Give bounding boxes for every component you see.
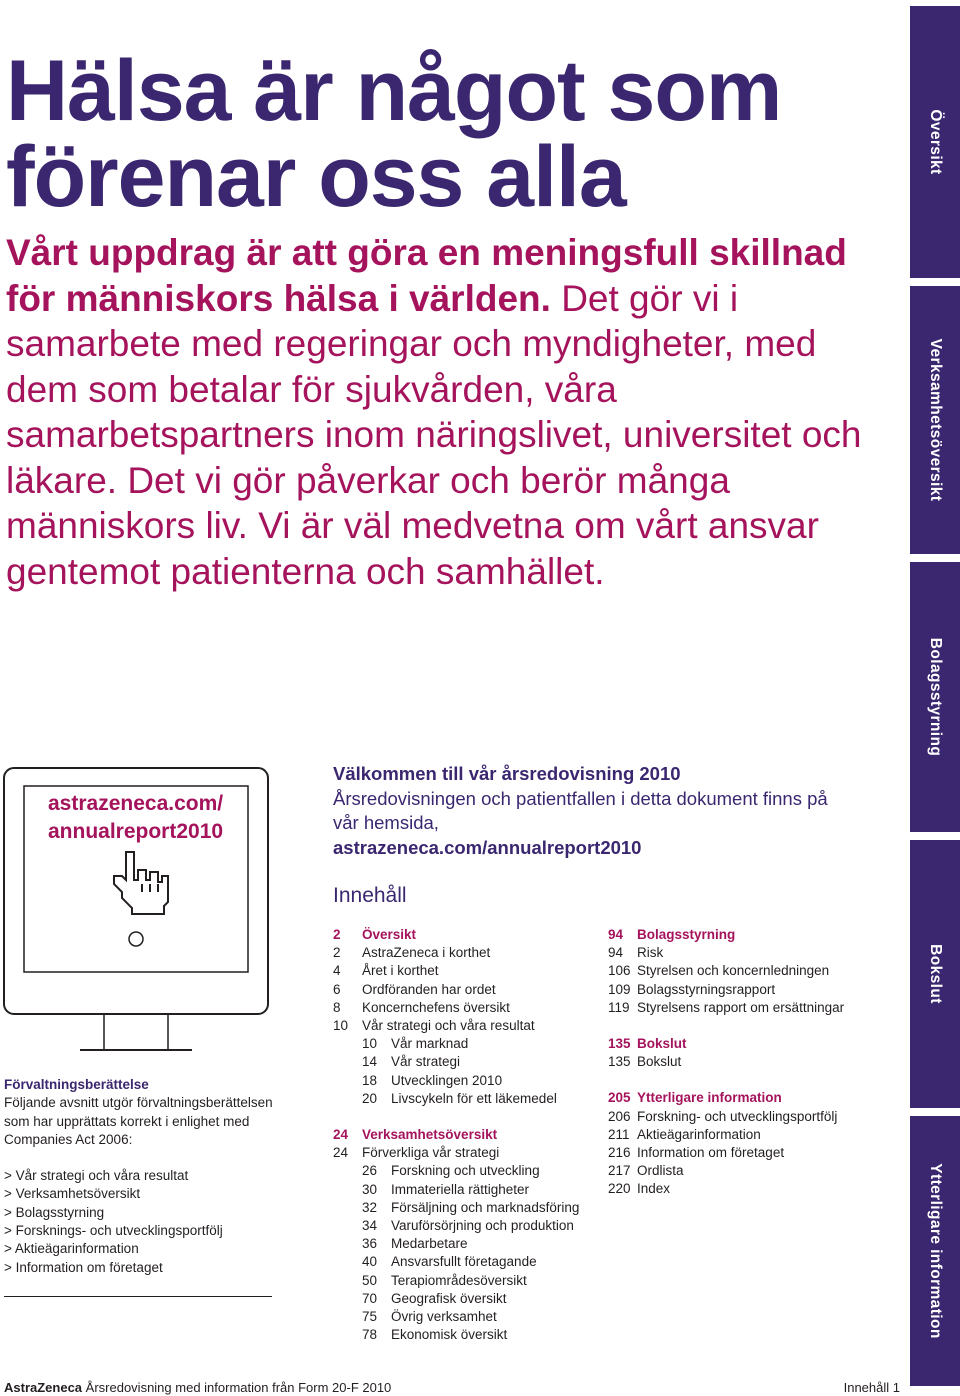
toc-label: Immateriella rättigheter [391, 1181, 530, 1197]
toc-entry[interactable] [333, 1290, 579, 1308]
toc-label: Året i korthet [362, 963, 439, 979]
toc-page-number: 135 [608, 1036, 631, 1052]
toc-label: Ansvarsfullt företagande [391, 1254, 537, 1270]
toc-spacer [608, 1071, 844, 1089]
toc-page-number: 75 [362, 1309, 378, 1325]
toc-page-number: 217 [608, 1163, 631, 1179]
toc-page-number: 24 [333, 1127, 349, 1143]
toc-label: Styrelsens rapport om ersättningar [637, 999, 845, 1015]
toc-page-number: 216 [608, 1145, 631, 1161]
toc-section-heading[interactable] [608, 926, 844, 944]
toc-entry[interactable] [333, 1326, 579, 1344]
toc-entry[interactable] [333, 1017, 579, 1035]
toc-label: Koncernchefens översikt [362, 999, 510, 1015]
welcome-text: Årsredovisningen och patientfallen i detta dokument finns på vår hemsida, [333, 787, 828, 833]
toc-page-number: 109 [608, 981, 631, 997]
toc-entry[interactable] [608, 962, 844, 980]
toc-page-number: 119 [608, 999, 630, 1015]
toc-column-1 [333, 926, 579, 1344]
toc-page-number: 36 [362, 1236, 378, 1252]
tab-verksamhetsoversikt[interactable] [910, 286, 960, 554]
welcome-title: Välkommen till vår årsredovisning 2010 [333, 763, 681, 784]
page-title [6, 43, 886, 225]
toc-page-number: 70 [362, 1290, 378, 1306]
toc-label: Utvecklingen 2010 [391, 1072, 503, 1088]
welcome-url[interactable]: astrazeneca.com/annualreport2010 [333, 836, 642, 858]
monitor-url-line-1[interactable]: astrazeneca.com/ [48, 792, 224, 815]
toc-label: Styrelsen och koncernledningen [637, 963, 830, 979]
toc-page-number: 10 [362, 1036, 378, 1052]
toc-entry[interactable] [333, 1053, 579, 1071]
tab-label: Bolagsstyrning [927, 637, 944, 757]
toc-label: Risk [637, 945, 664, 961]
footer-text: Årsredovisning med information från Form 20-F 2010 [82, 1380, 392, 1395]
toc-page-number: 211 [608, 1126, 630, 1142]
toc-page-number: 6 [333, 981, 341, 997]
forvaltning-link[interactable]: > Bolagsstyrning [4, 1204, 105, 1220]
toc-label: Varuförsörjning och produktion [391, 1218, 574, 1234]
toc-label: Ytterligare information [637, 1090, 782, 1106]
toc-page-number: 20 [362, 1090, 378, 1106]
toc-page-number: 18 [362, 1072, 378, 1088]
title-line-2: förenar oss alla [6, 129, 626, 225]
toc-page-number: 50 [362, 1272, 378, 1288]
toc-label: Bolagsstyrningsrapport [637, 981, 776, 997]
toc-page-number: 94 [608, 927, 624, 942]
toc-label: Försäljning och marknadsföring [391, 1199, 580, 1215]
toc-page-number: 220 [608, 1181, 631, 1197]
forvaltning-link[interactable]: > Verksamhetsöversikt [4, 1186, 141, 1202]
toc-entry[interactable] [608, 1108, 844, 1126]
toc-page-number: 24 [333, 1145, 349, 1161]
toc-label: Vår strategi och våra resultat [362, 1018, 535, 1034]
toc-page-number: 34 [362, 1218, 378, 1234]
toc-entry[interactable] [333, 944, 579, 962]
page-footer [4, 1380, 900, 1396]
toc-page-number: 32 [362, 1199, 378, 1215]
toc-page-number: 135 [608, 1054, 631, 1070]
toc-page-number: 26 [362, 1163, 378, 1179]
tab-label: Översikt [927, 109, 944, 175]
toc-page-number: 78 [362, 1327, 378, 1343]
toc-page-number: 4 [333, 963, 341, 979]
toc-section-heading[interactable] [333, 926, 579, 944]
footer-page-number: Innehåll 1 [843, 1380, 900, 1395]
toc-label: Verksamhetsöversikt [362, 1127, 498, 1143]
toc-section-heading[interactable] [608, 1035, 844, 1053]
toc-column-2 [608, 926, 844, 1199]
toc-page-number: 206 [608, 1108, 631, 1124]
toc-entry[interactable] [608, 1126, 844, 1144]
toc-label: Övrig verksamhet [391, 1309, 497, 1325]
toc-section-heading[interactable] [333, 1126, 579, 1144]
forvaltning-section [4, 1076, 276, 1277]
toc-entry[interactable] [333, 1272, 579, 1290]
intro-bold: Vårt uppdrag är att göra en meningsfull skillnad för människors hälsa i världen. [6, 232, 847, 319]
footer-publication [4, 1380, 391, 1396]
toc-page-number: 30 [362, 1181, 378, 1197]
toc-label: Medarbetare [391, 1236, 468, 1252]
toc-page-number: 2 [333, 945, 341, 961]
forvaltning-link[interactable]: > Information om företaget [4, 1259, 163, 1275]
footer-brand: AstraZeneca [4, 1380, 83, 1395]
toc-spacer [608, 1017, 844, 1035]
forvaltning-title: Förvaltningsberättelse [4, 1077, 149, 1092]
toc-label: Bokslut [637, 1036, 687, 1052]
toc-label: Aktieägarinformation [637, 1126, 761, 1142]
forvaltning-link[interactable]: > Aktieägarinformation [4, 1241, 139, 1257]
tab-bolagsstyrning[interactable] [910, 562, 960, 832]
toc-spacer [333, 1108, 579, 1126]
forvaltning-text: Följande avsnitt utgör förvaltningsberättelsen som har upprättats korrekt i enlighet med Companies Act 2006: [4, 1095, 273, 1147]
toc-page-number: 14 [362, 1054, 378, 1070]
toc-entry[interactable] [608, 1162, 844, 1180]
toc-page-number: 10 [333, 1018, 349, 1034]
section-tabs [910, 0, 960, 1396]
toc-heading: Innehåll [333, 884, 407, 907]
toc-entry[interactable] [608, 1144, 844, 1162]
toc-label: Information om företaget [637, 1145, 785, 1161]
forvaltning-link[interactable]: > Forsknings- och utvecklingsportfölj [4, 1223, 223, 1239]
toc-label: Förverkliga vår strategi [362, 1145, 500, 1161]
toc-label: AstraZeneca i korthet [362, 945, 491, 961]
toc-label: Vår marknad [391, 1036, 469, 1052]
toc-label: Bokslut [637, 1054, 682, 1070]
toc-entry[interactable] [333, 1162, 579, 1180]
toc-entry[interactable] [333, 1199, 579, 1217]
toc-page-number: 40 [362, 1254, 378, 1270]
toc-label: Bolagsstyrning [637, 927, 736, 942]
toc-label: Ordföranden har ordet [362, 981, 496, 997]
toc-entry[interactable] [333, 1181, 579, 1199]
toc-page-number: 8 [333, 999, 341, 1015]
toc-entry[interactable] [333, 1235, 579, 1253]
toc-label: Livscykeln för ett läkemedel [391, 1090, 557, 1106]
toc-label: Forskning- och utvecklingsportfölj [637, 1108, 838, 1124]
intro-paragraph [6, 230, 886, 594]
toc-entry[interactable] [333, 981, 579, 999]
tab-label: Verksamhetsöversikt [927, 338, 944, 502]
section-divider [4, 1296, 272, 1297]
toc-entry[interactable] [333, 1217, 579, 1235]
toc-page-number: 94 [608, 945, 624, 961]
welcome-block [333, 762, 853, 860]
toc-label: Vår strategi [391, 1054, 461, 1070]
toc-entry[interactable] [333, 1090, 579, 1108]
monitor-url-line-2[interactable]: annualreport2010 [48, 820, 224, 843]
toc-label: Geografisk översikt [391, 1290, 507, 1306]
toc-label: Forskning och utveckling [391, 1163, 540, 1179]
toc-entry[interactable] [608, 999, 844, 1017]
tab-label: Ytterligare information [927, 1163, 944, 1339]
toc-page-number: 205 [608, 1090, 631, 1106]
tab-label: Bokslut [927, 944, 944, 1004]
toc-entry[interactable] [608, 1053, 844, 1071]
toc-label: Ordlista [637, 1163, 684, 1179]
toc-label: Ekonomisk översikt [391, 1327, 508, 1343]
toc-entry[interactable] [608, 981, 844, 999]
toc-entry[interactable] [333, 1072, 579, 1090]
toc-entry[interactable] [333, 1144, 579, 1162]
toc-entry[interactable] [333, 1253, 579, 1271]
toc-label: Översikt [362, 927, 417, 942]
toc-entry[interactable] [608, 1180, 844, 1198]
toc-entry[interactable] [333, 1308, 579, 1326]
toc-label: Terapiområdesöversikt [391, 1272, 527, 1288]
toc-entry[interactable] [333, 962, 579, 980]
toc-page-number: 106 [608, 963, 631, 979]
monitor-url[interactable] [48, 790, 248, 846]
tab-bokslut[interactable] [910, 840, 960, 1108]
intro-rest: Det gör vi i samarbete med regeringar och myndigheter, med dem som betalar för sjukvården, våra samarbetspartners inom näringslivet, universitet och läkare. Det vi gör påverkar och berör många människors liv. Vi är väl medvetna om vårt ansvar gentemot patienterna och samhället. [6, 277, 862, 592]
toc-section-heading[interactable] [608, 1089, 844, 1107]
toc-entry[interactable] [333, 999, 579, 1017]
toc-entry[interactable] [608, 944, 844, 962]
tab-ytterligare-information[interactable] [910, 1116, 960, 1386]
toc-entry[interactable] [333, 1035, 579, 1053]
forvaltning-links [4, 1167, 276, 1277]
tab-oversikt[interactable] [910, 6, 960, 278]
toc-label: Index [637, 1181, 671, 1197]
forvaltning-link[interactable]: > Vår strategi och våra resultat [4, 1168, 189, 1184]
hand-cursor-icon [114, 852, 168, 914]
title-line-1: Hälsa är något som [6, 43, 782, 139]
toc-page-number: 2 [333, 927, 341, 942]
